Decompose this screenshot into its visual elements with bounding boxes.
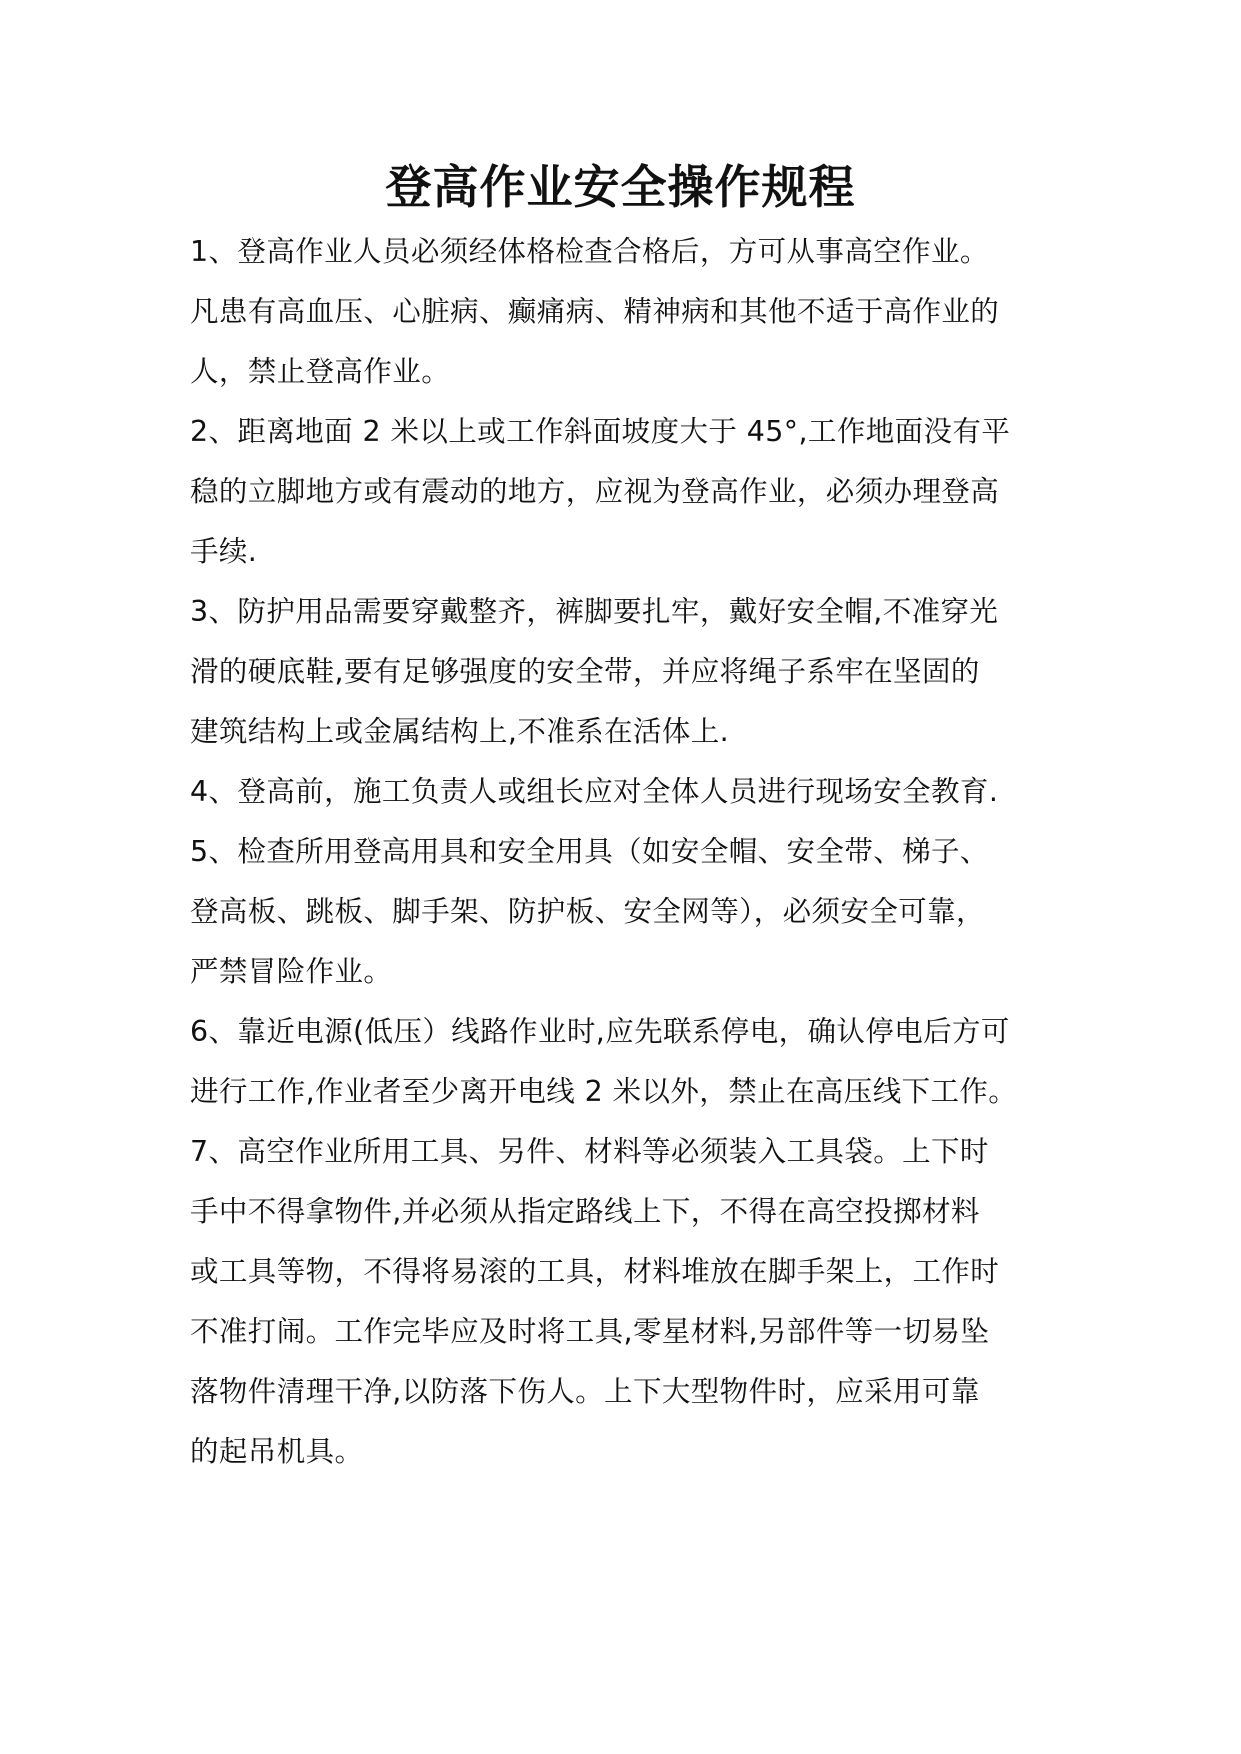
text-line: 5、检查所用登高用具和安全用具（如安全帽、安全带、梯子、	[190, 835, 989, 868]
text-line: 严禁冒险作业。	[190, 955, 393, 988]
text-line: 1、登高作业人员必须经体格检查合格后，方可从事高空作业。	[190, 235, 989, 268]
text-line: 手中不得拿物件,并必须从指定路线上下，不得在高空投掷材料	[190, 1195, 980, 1228]
text-line: 建筑结构上或金属结构上,不准系在活体上.	[190, 715, 730, 748]
text-line: 4、登高前，施工负责人或组长应对全体人员进行现场安全教育.	[190, 775, 999, 808]
document-title: 登高作业安全操作规程	[385, 160, 856, 214]
text-line: 3、防护用品需要穿戴整齐，裤脚要扎牢，戴好安全帽,不准穿光	[190, 595, 999, 628]
text-line: 或工具等物，不得将易滚的工具，材料堆放在脚手架上，工作时	[190, 1255, 1000, 1288]
text-line: 滑的硬底鞋,要有足够强度的安全带，并应将绳子系牢在坚固的	[190, 655, 980, 688]
text-line: 稳的立脚地方或有震动的地方，应视为登高作业，必须办理登高	[190, 475, 1000, 508]
text-line: 2、距离地面 2 米以上或工作斜面坡度大于 45°,工作地面没有平	[190, 415, 1011, 448]
text-line: 落物件清理干净,以防落下伤人。上下大型物件时，应采用可靠	[190, 1375, 980, 1408]
text-line: 进行工作,作业者至少离开电线 2 米以外，禁止在高压线下工作。	[190, 1075, 1018, 1108]
text-line: 凡患有高血压、心脏病、癫痛病、精神病和其他不适于高作业的	[190, 295, 1000, 328]
text-line: 手续.	[190, 535, 258, 568]
text-line: 的起吊机具。	[190, 1435, 364, 1468]
text-line: 6、靠近电源(低压）线路作业时,应先联系停电，确认停电后方可	[190, 1015, 1010, 1048]
text-line: 不准打闹。工作完毕应及时将工具,零星材料,另部件等一切易坠	[190, 1315, 990, 1348]
text-line: 登高板、跳板、脚手架、防护板、安全网等），必须安全可靠，	[190, 895, 985, 928]
text-line: 人，禁止登高作业。	[190, 355, 451, 388]
text-line: 7、高空作业所用工具、另件、材料等必须装入工具袋。上下时	[190, 1135, 989, 1168]
